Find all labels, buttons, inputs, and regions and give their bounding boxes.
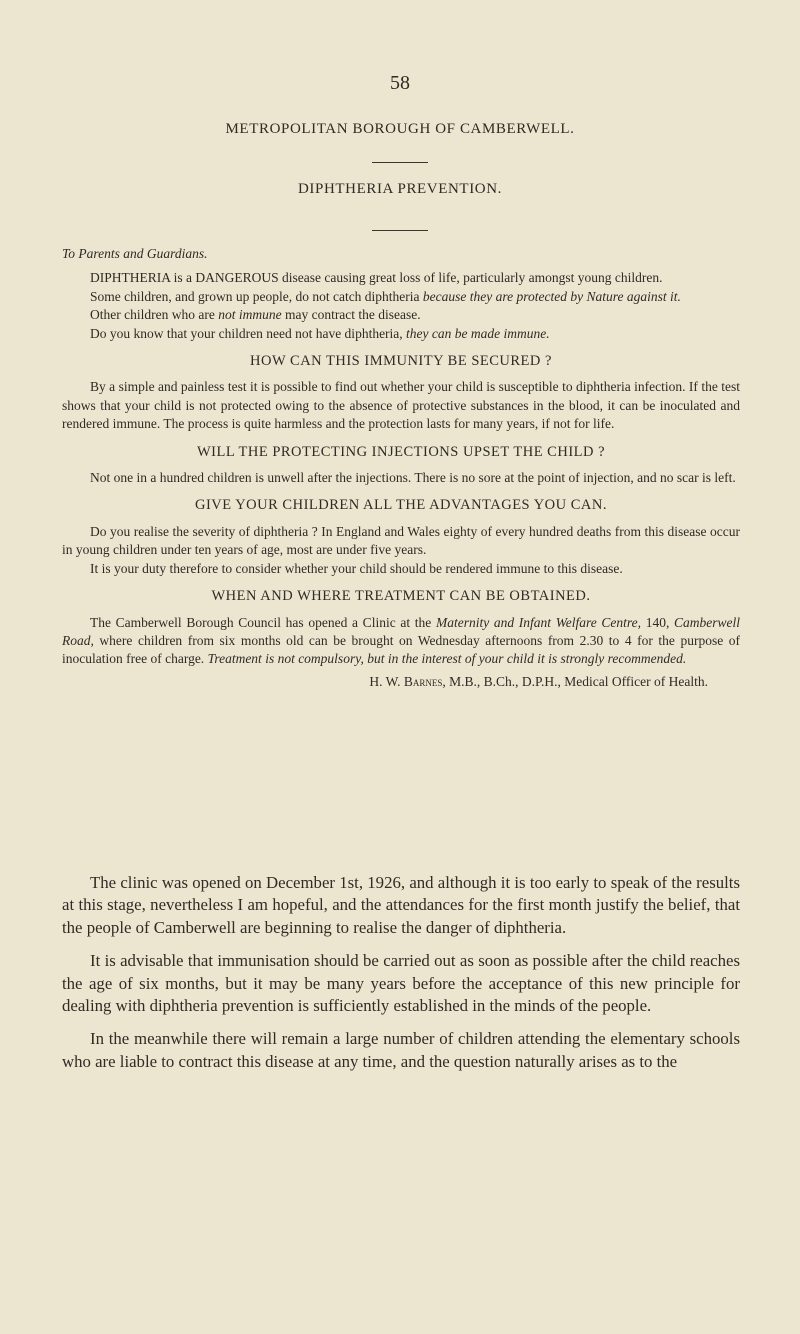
- notice-paragraph: Not one in a hundred children is unwell after the injections. There is no sore at the point of injection, and no scar is left.: [90, 470, 736, 486]
- report-body: [62, 872, 740, 1084]
- notice-paragraph: It is your duty therefore to consider whether your child should be rendered immune to this disease.: [90, 560, 623, 576]
- body-paragraph: The clinic was opened on December 1st, 1926, and although it is too early to speak of the results at this stage, nevertheless I am hopeful, and the attendances for the first month justify the belief, that the people of Camberwell are beginning to realise the danger of diphtheria.: [62, 873, 740, 937]
- section-heading: WHEN AND WHERE TREATMENT CAN BE OBTAINED.: [211, 588, 591, 605]
- text-run: may contract the disease.: [281, 307, 421, 323]
- notice-paragraph: DIPHTHERIA is a DANGEROUS disease causing great loss of life, particularly amongst young children.: [90, 270, 663, 286]
- section-heading: HOW CAN THIS IMMUNITY BE SECURED ?: [250, 353, 552, 370]
- emphasis-text: Camberwell Road,: [62, 614, 741, 648]
- signatory-surname: Barnes: [403, 673, 443, 689]
- notice-paragraph: By a simple and painless test it is possible to find out whether your child is susceptible to diphtheria infection. If the test shows that your child is not protected owing to the absence of protective substances in the blood, it can be inoculated and rendered immune. The process is quite harmless and the protection lasts for many years, if not for life.: [62, 379, 740, 432]
- prevention-notice: [62, 245, 740, 691]
- emphasis-text: they can be made immune.: [406, 325, 550, 341]
- body-paragraph: In the meanwhile there will remain a large number of children attending the elementary schools who are liable to contract this disease at any time, and the question naturally arises as to the: [62, 1029, 740, 1071]
- notice-paragraph: Do you realise the severity of diphtheria ? In England and Wales eighty of every hundred deaths from this disease occur in young children under ten years of age, most are under five years.: [62, 523, 740, 558]
- signature-line: [62, 673, 740, 691]
- text-run: where children from six months old can be brought on Wednesday afternoons from 2.30 to 4 for the purpose of inoculation free of charge.: [62, 632, 740, 667]
- text-run: H. W.: [369, 673, 404, 689]
- salutation: To Parents and Guardians.: [62, 246, 208, 261]
- notice-paragraph: [62, 288, 740, 306]
- emphasis-text: Maternity and Infant Welfare Centre,: [435, 614, 646, 630]
- page-number: 58: [390, 72, 410, 94]
- text-run: 140,: [645, 614, 675, 630]
- notice-paragraph: [62, 325, 740, 343]
- text-run: The Camberwell Borough Council has opened a Clinic at the: [90, 614, 436, 630]
- document-title: METROPOLITAN BOROUGH OF CAMBERWELL.: [225, 121, 575, 137]
- text-run: Other children who are: [90, 307, 219, 323]
- text-run: Do you know that your children need not have diphtheria,: [90, 325, 407, 341]
- divider-rule: [372, 162, 428, 163]
- emphasis-text: Treatment is not compulsory, but in the interest of your child it is strongly recommended.: [207, 651, 687, 667]
- emphasis-text: because they are protected by Nature against it.: [422, 288, 681, 304]
- emphasis-text: not immune: [218, 307, 282, 323]
- divider-rule: [372, 230, 428, 231]
- text-run: , M.B., B.Ch., D.P.H., Medical Officer of Health.: [442, 673, 708, 689]
- section-heading: GIVE YOUR CHILDREN ALL THE ADVANTAGES YOU CAN.: [195, 497, 607, 514]
- body-paragraph: It is advisable that immunisation should be carried out as soon as possible after the child reaches the age of six months, but it may be many years before the acceptance of this new principle for dealing with diphtheria prevention is sufficiently established in the minds of the people.: [62, 951, 740, 1016]
- notice-paragraph: [62, 614, 740, 669]
- section-heading: WILL THE PROTECTING INJECTIONS UPSET THE CHILD ?: [196, 443, 606, 460]
- notice-paragraph: [62, 306, 740, 324]
- text-run: Some children, and grown up people, do not catch diphtheria: [90, 288, 423, 304]
- document-subtitle: DIPHTHERIA PREVENTION.: [297, 181, 503, 197]
